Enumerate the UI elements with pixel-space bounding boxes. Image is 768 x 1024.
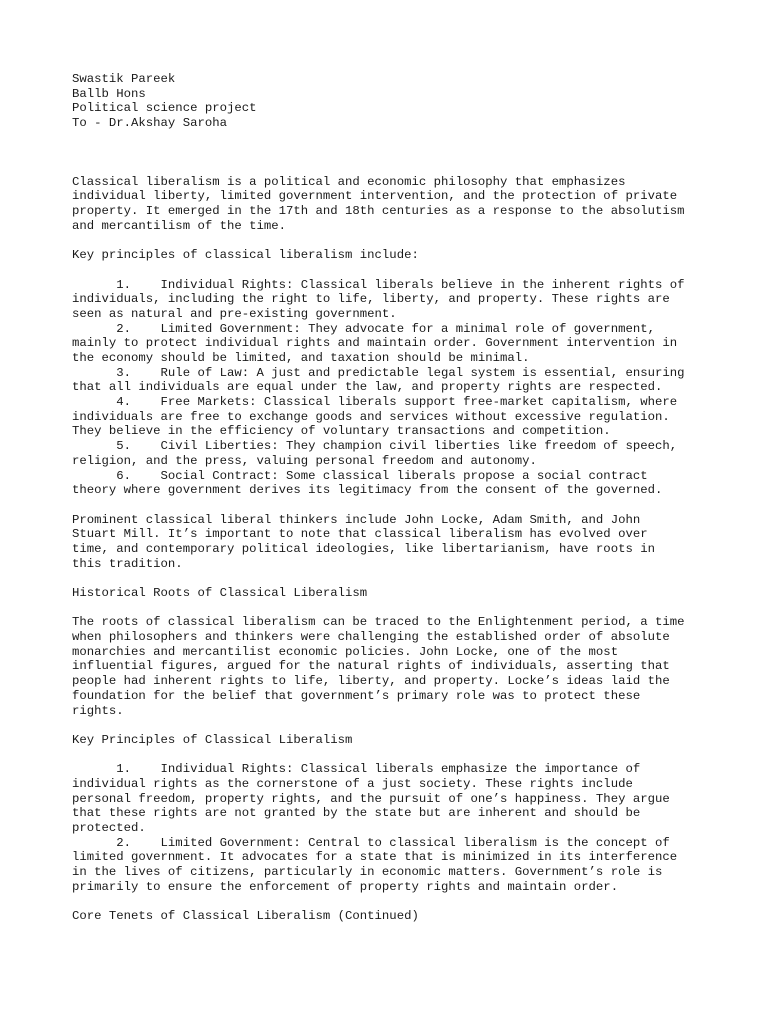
paragraph-line: this tradition. bbox=[72, 556, 183, 571]
section-heading-historical bbox=[72, 586, 712, 601]
list-line: They believe in the efficiency of voluntary transactions and competition. bbox=[72, 424, 611, 439]
list-item bbox=[72, 836, 712, 895]
paragraph-line: Classical liberalism is a political and economic philosophy that emphasizes bbox=[72, 174, 626, 189]
list-line: 1. Individual Rights: Classical liberals believe in the inherent rights of bbox=[72, 277, 685, 292]
list-line: 2. Limited Government: Central to classical liberalism is the concept of bbox=[72, 835, 670, 850]
thinkers-paragraph bbox=[72, 513, 712, 572]
paragraph-line: people had inherent rights to life, liberty, and property. Locke’s ideas laid the bbox=[72, 674, 670, 689]
section-heading-key-principles bbox=[72, 733, 712, 748]
list-item bbox=[72, 762, 712, 835]
list-line: that these rights are not granted by the state but are inherent and should be bbox=[72, 806, 641, 821]
course-name: Ballb Hons bbox=[72, 86, 146, 101]
paragraph-line: Prominent classical liberal thinkers include John Locke, Adam Smith, and John bbox=[72, 512, 641, 527]
list-line: the economy should be limited, and taxation should be minimal. bbox=[72, 351, 530, 365]
paragraph-line: influential figures, argued for the natural rights of individuals, asserting that bbox=[72, 659, 670, 674]
paragraph-line: individual liberty, limited government intervention, and the protection of private bbox=[72, 189, 678, 204]
list-line: limited government. It advocates for a state that is minimized in its interference bbox=[72, 850, 678, 865]
list-item bbox=[72, 439, 712, 468]
list-line: mainly to protect individual rights and maintain order. Government intervention in bbox=[72, 336, 678, 351]
principles-list bbox=[72, 278, 712, 498]
key-principles-intro bbox=[72, 248, 712, 263]
author-header bbox=[72, 72, 712, 131]
list-line: 5. Civil Liberties: They champion civil liberties like freedom of speech, bbox=[72, 439, 678, 454]
list-line: individuals, including the right to life, liberty, and property. These rights are bbox=[72, 292, 670, 307]
list-line: 4. Free Markets: Classical liberals support free-market capitalism, where bbox=[72, 395, 678, 410]
list-line: personal freedom, property rights, and the pursuit of one’s happiness. They argue bbox=[72, 791, 670, 806]
list-line: that all individuals are equal under the law, and property rights are respected. bbox=[72, 380, 663, 395]
paragraph-line: foundation for the belief that government’s primary role was to protect these bbox=[72, 688, 641, 703]
document-body bbox=[72, 72, 712, 939]
recipient-line: To - Dr.Akshay Saroha bbox=[72, 116, 227, 131]
list-line: theory where government derives its legitimacy from the consent of the governed. bbox=[72, 483, 663, 498]
paragraph-line: time, and contemporary political ideologies, like libertarianism, have roots in bbox=[72, 541, 655, 556]
paragraph-line: property. It emerged in the 17th and 18th centuries as a response to the absolutism bbox=[72, 204, 685, 219]
historical-paragraph bbox=[72, 615, 712, 718]
list-line: protected. bbox=[72, 821, 146, 835]
paragraph-line: Key principles of classical liberalism include: bbox=[72, 248, 419, 263]
intro-paragraph bbox=[72, 175, 712, 234]
project-title: Political science project bbox=[72, 101, 257, 116]
list-item bbox=[72, 469, 712, 498]
list-line: 1. Individual Rights: Classical liberals emphasize the importance of bbox=[72, 762, 641, 777]
list-line: individual rights as the cornerstone of a just society. These rights include bbox=[72, 776, 633, 791]
list-line: in the lives of citizens, particularly in economic matters. Government’s role is bbox=[72, 865, 663, 880]
list-item bbox=[72, 278, 712, 322]
list-line: 6. Social Contract: Some classical liberals propose a social contract bbox=[72, 468, 648, 483]
list-line: 2. Limited Government: They advocate for a minimal role of government, bbox=[72, 321, 655, 336]
list-line: individuals are free to exchange goods and services without excessive regulation. bbox=[72, 409, 670, 424]
key-principles-list bbox=[72, 762, 712, 894]
list-item bbox=[72, 322, 712, 366]
section-heading: Historical Roots of Classical Liberalism bbox=[72, 586, 368, 600]
header-spacer bbox=[72, 131, 712, 175]
paragraph-line: and mercantilism of the time. bbox=[72, 218, 287, 233]
section-heading: Core Tenets of Classical Liberalism (Continued) bbox=[72, 909, 419, 924]
list-line: religion, and the press, valuing personal freedom and autonomy. bbox=[72, 453, 537, 468]
section-heading-core-tenets bbox=[72, 909, 712, 924]
paragraph-line: The roots of classical liberalism can be traced to the Enlightenment period, a time bbox=[72, 615, 685, 630]
paragraph-line: rights. bbox=[72, 703, 124, 718]
list-line: primarily to ensure the enforcement of property rights and maintain order. bbox=[72, 879, 619, 894]
author-name: Swastik Pareek bbox=[72, 72, 176, 86]
list-item bbox=[72, 395, 712, 439]
paragraph-line: Stuart Mill. It’s important to note that classical liberalism has evolved over bbox=[72, 527, 648, 542]
paragraph-line: monarchies and mercantilist economic policies. John Locke, one of the most bbox=[72, 644, 619, 659]
list-line: 3. Rule of Law: A just and predictable legal system is essential, ensuring bbox=[72, 365, 685, 380]
list-line: seen as natural and pre-existing government. bbox=[72, 306, 397, 321]
section-heading: Key Principles of Classical Liberalism bbox=[72, 732, 353, 747]
list-item bbox=[72, 366, 712, 395]
paragraph-line: when philosophers and thinkers were challenging the established order of absolute bbox=[72, 630, 670, 645]
